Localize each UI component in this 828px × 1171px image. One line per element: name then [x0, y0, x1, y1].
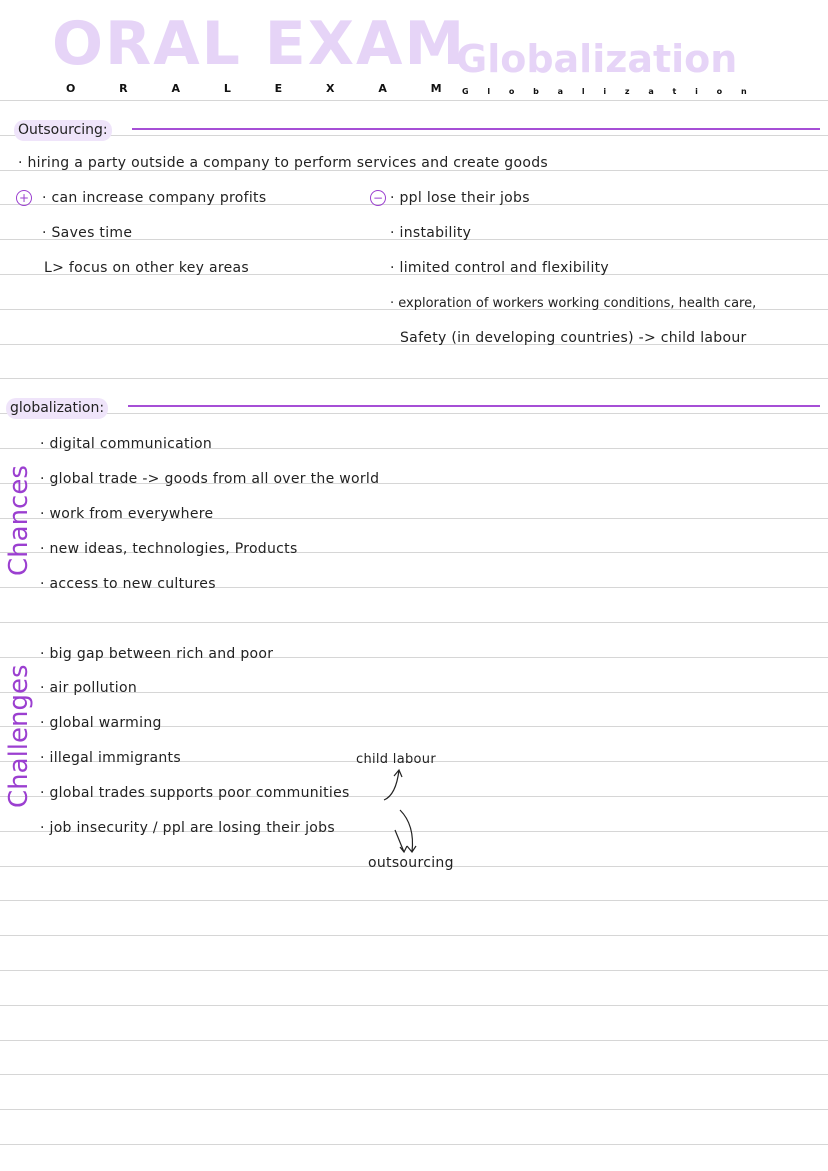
annotation-outsourcing: outsourcing [368, 855, 454, 871]
chance-item: · work from everywhere [40, 506, 214, 522]
challenge-item: · job insecurity / ppl are losing their jobs [40, 820, 335, 836]
ruled-line [0, 622, 828, 623]
chance-item: · global trade -> goods from all over the world [40, 471, 380, 487]
chance-item: · access to new cultures [40, 576, 216, 592]
challenges-label: Challenges [4, 664, 34, 808]
challenge-item: · air pollution [40, 680, 137, 696]
annotation-arrows [380, 760, 430, 860]
arrow-down-icon [395, 830, 407, 852]
ruled-line [0, 413, 828, 414]
heading-divider [128, 405, 820, 407]
chances-label: Chances [4, 465, 34, 576]
ruled-line [0, 1074, 828, 1075]
con-item: Safety (in developing countries) -> child labour [400, 330, 747, 346]
challenge-item: · global warming [40, 715, 162, 731]
con-item: · exploration of workers working conditions, health care, [390, 296, 757, 311]
title-spaced: O R A L E X A M [66, 82, 462, 95]
con-item: · ppl lose their jobs [390, 190, 530, 206]
ruled-line [0, 900, 828, 901]
subtitle-spaced: G l o b a l i z a t i o n [462, 87, 755, 96]
ruled-line [0, 100, 828, 101]
ruled-line [0, 1005, 828, 1006]
outsourcing-heading: Outsourcing: [14, 120, 112, 141]
challenge-item: · global trades supports poor communities [40, 785, 350, 801]
title-big: ORAL EXAM [52, 9, 467, 79]
pro-item: L> focus on other key areas [44, 260, 249, 276]
chance-item: · digital communication [40, 436, 213, 452]
con-item: · limited control and flexibility [390, 260, 610, 276]
chance-item: · new ideas, technologies, Products [40, 541, 298, 557]
ruled-line [0, 378, 828, 379]
ruled-line [0, 135, 828, 136]
challenge-item: · illegal immigrants [40, 750, 181, 766]
arrow-down-icon [400, 810, 416, 852]
ruled-line [0, 1144, 828, 1145]
con-item: · instability [390, 225, 472, 241]
annotation-child-labour: child labour [356, 752, 436, 767]
ruled-line [0, 970, 828, 971]
minus-icon: − [370, 190, 386, 206]
pro-item: · can increase company profits [42, 190, 267, 206]
plus-icon: + [16, 190, 32, 206]
outsourcing-definition: · hiring a party outside a company to perform services and create goods [18, 155, 548, 171]
globalization-heading: globalization: [6, 398, 108, 419]
arrow-up-icon [384, 770, 402, 800]
ruled-line [0, 935, 828, 936]
pro-item: · Saves time [42, 225, 133, 241]
ruled-line [0, 1040, 828, 1041]
ruled-line [0, 1109, 828, 1110]
subtitle-big: Globalization [456, 37, 738, 81]
heading-divider [132, 128, 820, 130]
challenge-item: · big gap between rich and poor [40, 646, 274, 662]
